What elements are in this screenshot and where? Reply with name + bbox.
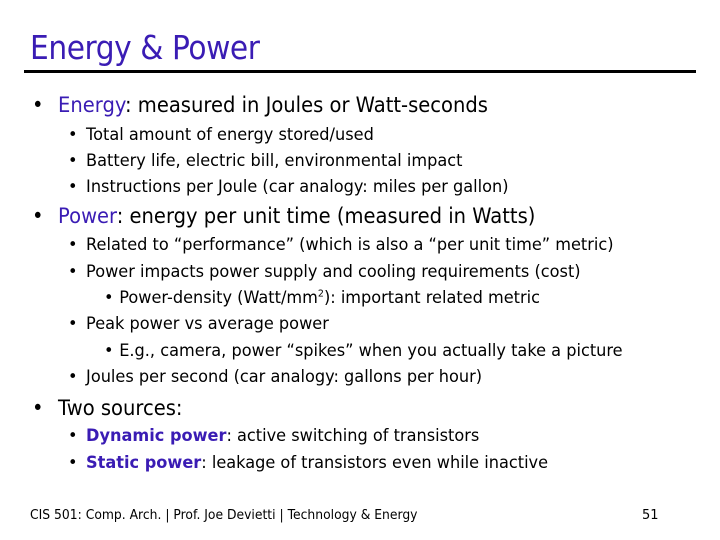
energy-definition: : measured in Joules or Watt-seconds [125,93,488,117]
bullet-marker: • [68,367,78,387]
bullet-marker: • [32,93,44,117]
sub-sub-bullet [104,288,540,308]
bullet-marker: • [68,314,78,334]
sub-bullet-text: Battery life, electric bill, environmental impact [86,151,463,171]
bullet-marker: • [104,288,114,308]
power-definition: : energy per unit time (measured in Watts) [116,204,536,228]
sub-bullet [68,426,479,446]
bullet-two-sources [32,396,182,420]
sub-bullet-text: Joules per second (car analogy: gallons per hour) [86,367,483,387]
sub-bullet [68,314,329,334]
title-underline [24,70,696,73]
bullet-marker: • [68,125,78,145]
density-text-start: Power-density (Watt/mm [119,288,318,308]
sub-sub-bullet-text: E.g., camera, power “spikes” when you actually take a picture [119,341,623,361]
sub-bullet [68,151,462,171]
slide-title: Energy & Power [30,28,260,67]
power-term: Power [58,204,117,228]
density-text-end: ): important related metric [323,288,541,308]
sub-bullet [68,262,581,282]
page-number: 51 [642,508,659,523]
sub-bullet-text: Power impacts power supply and cooling requirements (cost) [86,262,581,282]
sub-bullet [68,125,374,145]
bullet-marker: • [68,453,78,473]
bullet-marker: • [68,177,78,197]
bullet-marker: • [104,341,114,361]
dynamic-power-term: Dynamic power [86,426,227,446]
dynamic-power-text: : active switching of transistors [226,426,480,446]
sub-sub-bullet [104,341,623,361]
bullet-energy [32,93,488,117]
bullet-marker: • [32,396,44,420]
sub-bullet [68,453,548,473]
static-power-text: : leakage of transistors even while inactive [201,453,549,473]
bullet-power [32,204,535,228]
sub-bullet-text: Total amount of energy stored/used [86,125,374,145]
bullet-marker: • [32,204,44,228]
sub-bullet-text: Peak power vs average power [86,314,329,334]
bullet-marker: • [68,151,78,171]
superscript: 2 [317,288,324,300]
sub-bullet-text: Related to “performance” (which is also a “per unit time” metric) [86,235,614,255]
bullet-marker: • [68,235,78,255]
sub-bullet-text: Instructions per Joule (car analogy: miles per gallon) [86,177,509,197]
sub-bullet [68,367,482,387]
two-sources-text: Two sources: [58,396,183,420]
sub-bullet [68,235,614,255]
energy-term: Energy [58,93,125,117]
static-power-term: Static power [86,453,202,473]
bullet-marker: • [68,262,78,282]
footer-text: CIS 501: Comp. Arch. | Prof. Joe Devietti | Technology & Energy [30,508,418,523]
bullet-marker: • [68,426,78,446]
sub-bullet [68,177,509,197]
